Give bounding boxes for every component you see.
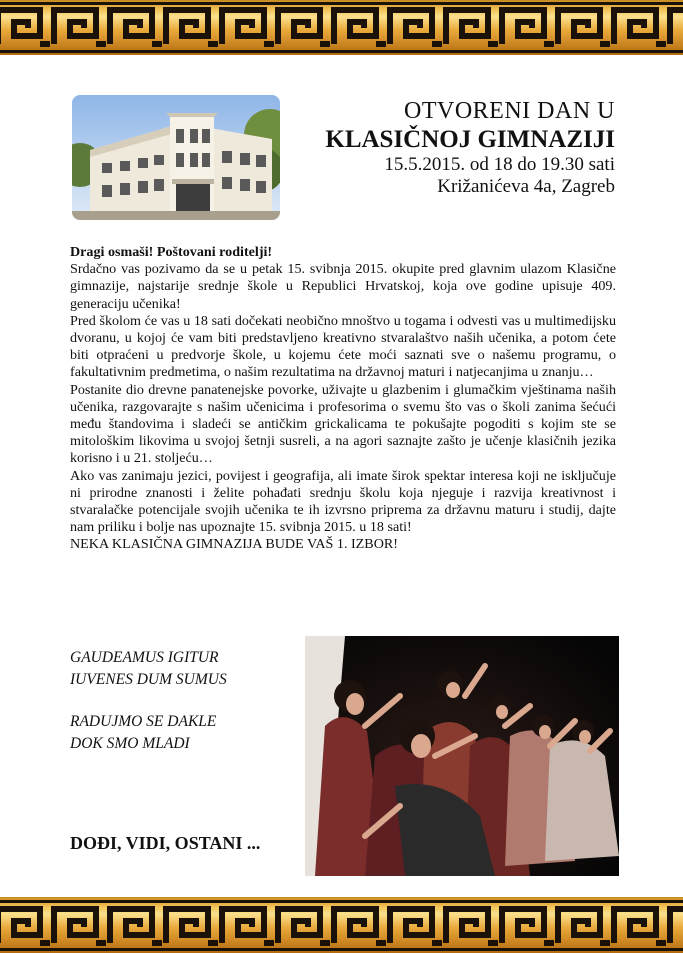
- invitation-body: [70, 244, 616, 554]
- paragraph-invitation: Srdačno vas pozivamo da se u petak 15. svibnja 2015. okupite pred glavnim ulazom Klasične gimnazije, najstarije srednje škole u Republici Hrvatskoj, koja ove godine upisuje 409. generaciju učenika!: [70, 261, 616, 312]
- paragraph-slogan: NEKA KLASIČNA GIMNAZIJA BUDE VAŠ 1. IZBOR!: [70, 536, 398, 553]
- latin-line-2: IUVENES DUM SUMUS: [70, 671, 227, 688]
- translation-line-1: RADUJMO SE DAKLE: [70, 713, 217, 730]
- school-building-photo: [72, 95, 280, 220]
- paragraph-interests: Ako vas zanimaju jezici, povijest i geografija, ali imate širok spektar interesa koji ne isključuje ni prirodne znanosti i želite pohađati srednju školu koja njeguje i razvija kreativnost i stvaralačke potencijale svojih učenika te ih izvrsno priprema za državnu maturu i studij, dajte nam priliku i bolje nas upoznajte 15. svibnja 2015. u 18 sati!: [70, 467, 616, 536]
- paragraph-welcome: Pred školom će vas u 18 sati dočekati neobično mnoštvo u togama i odvesti vas u multimedijsku dvoranu, u kojoj će vam biti predstavljeno kreativno stvaralaštvo naših učenika, a potom ćete biti otpraćeni u predvorje škole, u kojemu ćete moći saznati sve o našemu programu, o fakultativnim predmetima, o našim rezultatima na državnoj maturi i natjecanjima u znanju…: [70, 312, 616, 381]
- title-open-day: OTVORENI DAN U: [404, 98, 615, 124]
- greek-key-border-top: [0, 0, 683, 55]
- student-performance-photo: [305, 636, 619, 876]
- greek-key-border-bottom: [0, 897, 683, 953]
- motto: DOĐI, VIDI, OSTANI ...: [70, 833, 261, 853]
- latin-line-1: GAUDEAMUS IGITUR: [70, 649, 219, 666]
- translation-line-2: DOK SMO MLADI: [70, 735, 190, 752]
- event-title-block: [325, 98, 615, 198]
- event-date-time: 15.5.2015. od 18 do 19.30 sati: [384, 154, 615, 176]
- greeting: Dragi osmaši! Poštovani roditelji!: [70, 244, 273, 260]
- event-address: Križanićeva 4a, Zagreb: [437, 176, 615, 198]
- paragraph-activities: Postanite dio drevne panatenejske povorke, uživajte u glazbenim i glumačkim vještinama naših učenika, razgovarajte s našim učenicima i profesorima o svemu što vas o školi zanima šećući među štandovima i sladeći se antičkim grickalicama te pokušajte pogoditi s kojim ste se mitološkim likovima u svojoj šetnji susreli, a na agori saznajte zašto je učenje klasičnih jezika korisno i u 21. stoljeću…: [70, 381, 616, 467]
- latin-verse: [70, 647, 227, 755]
- title-school-name: KLASIČNOJ GIMNAZIJI: [325, 125, 615, 153]
